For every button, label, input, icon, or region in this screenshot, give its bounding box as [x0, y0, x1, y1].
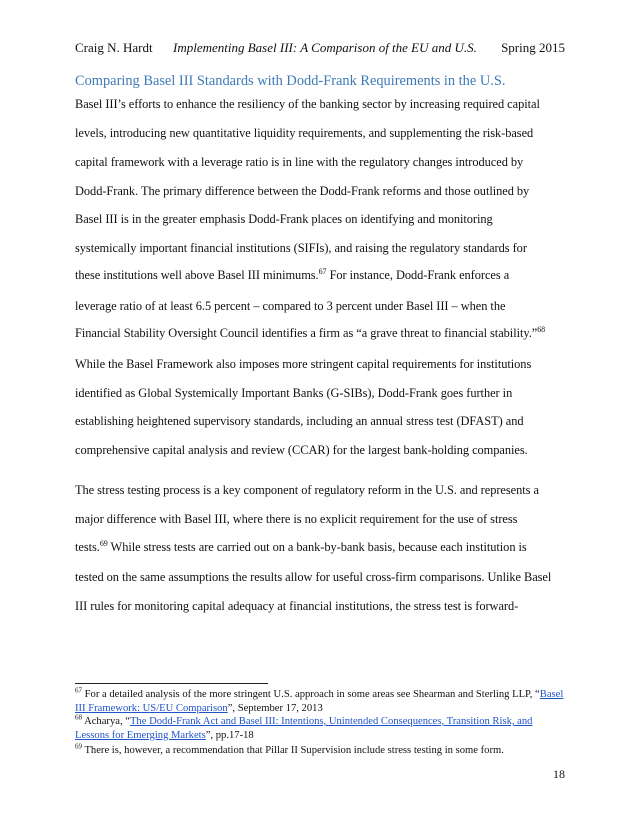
footnote-68-continued: [75, 730, 254, 741]
footnote-ref-69[interactable]: 69: [99, 538, 108, 548]
footnote-text: There is, however, a recommendation that Pillar II Supervision include stress testing in some form.: [82, 745, 504, 756]
page-number: 18: [553, 767, 565, 781]
footnote-text: For a detailed analysis of the more stringent U.S. approach in some areas see Shearman and Sterling LLP, “: [82, 689, 540, 700]
footnote-link[interactable]: III Framework: US/EU Comparison: [75, 703, 228, 714]
text-line: levels, introducing new quantitative liquidity requirements, and supplementing the risk-based: [75, 126, 534, 140]
footnote-69: [75, 742, 504, 756]
text-line: [75, 268, 509, 283]
text-line: Dodd-Frank. The primary difference between the Dodd-Frank reforms and those outlined by: [75, 184, 530, 198]
line-text: For instance, Dodd-Frank enforces a: [326, 268, 510, 282]
footnote-67-continued: [75, 703, 323, 714]
text-line: While the Basel Framework also imposes more stringent capital requirements for institutions: [75, 357, 532, 371]
text-line: [75, 540, 527, 555]
header-title: Implementing Basel III: A Comparison of the EU and U.S.: [173, 40, 477, 55]
footnote-67: [75, 686, 564, 700]
text-line: tested on the same assumptions the results allow for useful cross-firm comparisons. Unlike Basel: [75, 570, 552, 584]
text-line: capital framework with a leverage ratio is in line with the regulatory changes introduced by: [75, 155, 524, 169]
text-line: Basel III is in the greater emphasis Dodd-Frank places on identifying and monitoring: [75, 212, 493, 226]
text-line: systemically important financial institutions (SIFIs), and raising the regulatory standards for: [75, 241, 527, 255]
text-line: leverage ratio of at least 6.5 percent – compared to 3 percent under Basel III – when the: [75, 299, 506, 313]
text-line: [75, 326, 545, 341]
footnote-separator: [75, 683, 268, 684]
text-line: major difference with Basel III, where there is no explicit requirement for the use of stress: [75, 512, 518, 526]
footnote-number: 67: [75, 686, 82, 695]
line-text: these institutions well above Basel III minimums.: [75, 268, 319, 282]
footnote-ref-67[interactable]: 67: [318, 266, 327, 276]
running-header: [75, 40, 565, 58]
text-line: III rules for monitoring capital adequacy at financial institutions, the stress test is forward-: [75, 599, 519, 613]
footnote-number: 69: [75, 742, 82, 751]
footnote-text: ”, September 17, 2013: [227, 703, 323, 714]
header-term: Spring 2015: [501, 40, 565, 55]
text-line: identified as Global Systemically Important Banks (G-SIBs), Dodd-Frank goes further in: [75, 386, 513, 400]
footnote-link[interactable]: Basel: [539, 689, 564, 700]
text-line: comprehensive capital analysis and review (CCAR) for the largest bank-holding companies.: [75, 443, 528, 457]
footnote-68: [75, 713, 533, 727]
section-heading: Comparing Basel III Standards with Dodd-Frank Requirements in the U.S.: [75, 73, 506, 89]
text-line: Basel III’s efforts to enhance the resiliency of the banking sector by increasing required capital: [75, 97, 540, 111]
footnote-ref-68[interactable]: 68: [537, 324, 546, 334]
footnote-text: Acharya, “: [82, 716, 130, 727]
footnote-link[interactable]: Lessons for Emerging Markets: [75, 730, 206, 741]
text-line: The stress testing process is a key component of regulatory reform in the U.S. and represents a: [75, 483, 539, 497]
line-text: While stress tests are carried out on a bank-by-bank basis, because each institution is: [107, 540, 527, 554]
footnote-number: 68: [75, 713, 82, 722]
text-line: establishing heightened supervisory standards, including an annual stress test (DFAST) and: [75, 414, 524, 428]
footnote-link[interactable]: The Dodd-Frank Act and Basel III: Intentions, Unintended Consequences, Transition Risk, and: [129, 716, 533, 727]
footnote-text: ”, pp.17-18: [205, 730, 254, 741]
header-author: Craig N. Hardt: [75, 40, 153, 55]
line-text: tests.: [75, 540, 100, 554]
line-text: Financial Stability Oversight Council identifies a firm as “a grave threat to financial stability.”: [75, 326, 538, 340]
